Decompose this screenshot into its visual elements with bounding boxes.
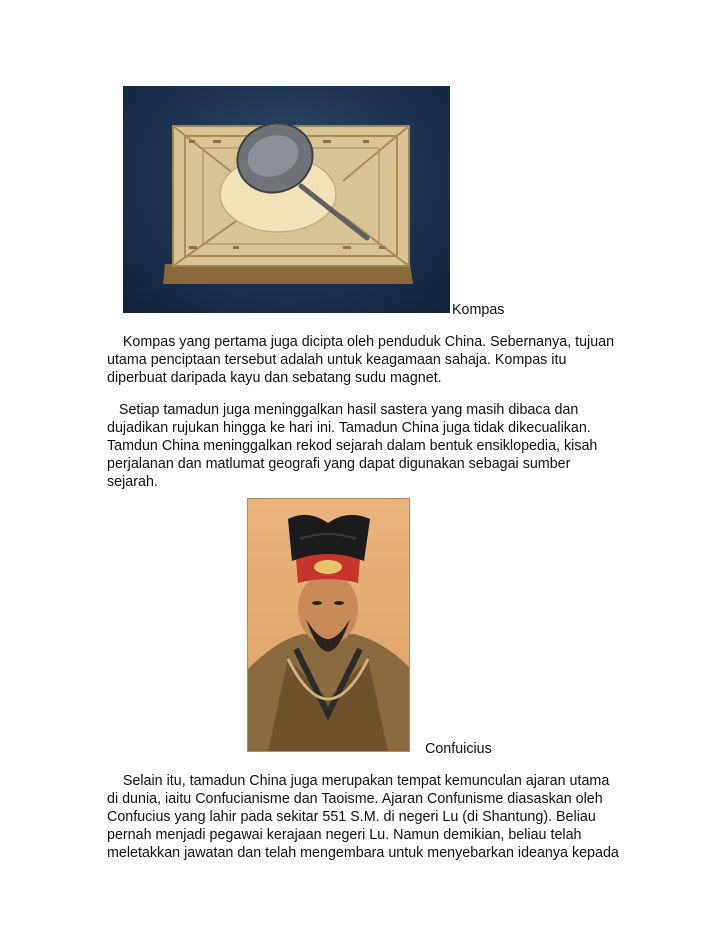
compass-photo [123, 86, 450, 313]
paragraph-2-line-5: sejarah. [107, 474, 158, 490]
paragraph-2-line-2: dujadikan rujukan hingga ke hari ini. Tamadun China juga tidak dikecualikan. [107, 420, 591, 436]
paragraph-3-line-4: pernah menjadi pegawai kerajaan negeri Lu. Namun demikian, beliau telah [107, 827, 582, 843]
paragraph-3-line-1: Selain itu, tamadun China juga merupakan tempat kemunculan ajaran utama [107, 773, 610, 789]
paragraph-1-line-1: Kompas yang pertama juga dicipta oleh penduduk China. Sebernanya, tujuan [107, 334, 615, 350]
paragraph-1-line-2: utama penciptaan tersebut adalah untuk keagamaan sahaja. Kompas itu [107, 352, 567, 368]
paragraph-3-line-3: Confucius yang lahir pada sekitar 551 S.M. di negeri Lu (di Shantung). Beliau [107, 809, 596, 825]
confucius-portrait [247, 498, 410, 752]
paragraph-2-line-1: Setiap tamadun juga meninggalkan hasil sastera yang masih dibaca dan [107, 402, 579, 418]
portrait-caption: Confuicius [425, 741, 492, 757]
paragraph-3-line-2: di dunia, iaitu Confucianisme dan Taoisme. Ajaran Confunisme diasaskan oleh [107, 791, 603, 807]
compass-image [123, 86, 450, 313]
paragraph-2-line-4: perjalanan dan matlumat geografi yang dapat digunakan sebagai sumber [107, 456, 571, 472]
paragraph-1-line-3: diperbuat daripada kayu dan sebatang sudu magnet. [107, 370, 442, 386]
paragraph-3-line-5: meletakkan jawatan dan telah mengembara untuk menyebarkan ideanya kepada [107, 845, 619, 861]
compass-caption: Kompas [452, 302, 505, 318]
portrait-image [248, 499, 409, 751]
paragraph-2-line-3: Tamdun China meninggalkan rekod sejarah dalam bentuk ensiklopedia, kisah [107, 438, 598, 454]
